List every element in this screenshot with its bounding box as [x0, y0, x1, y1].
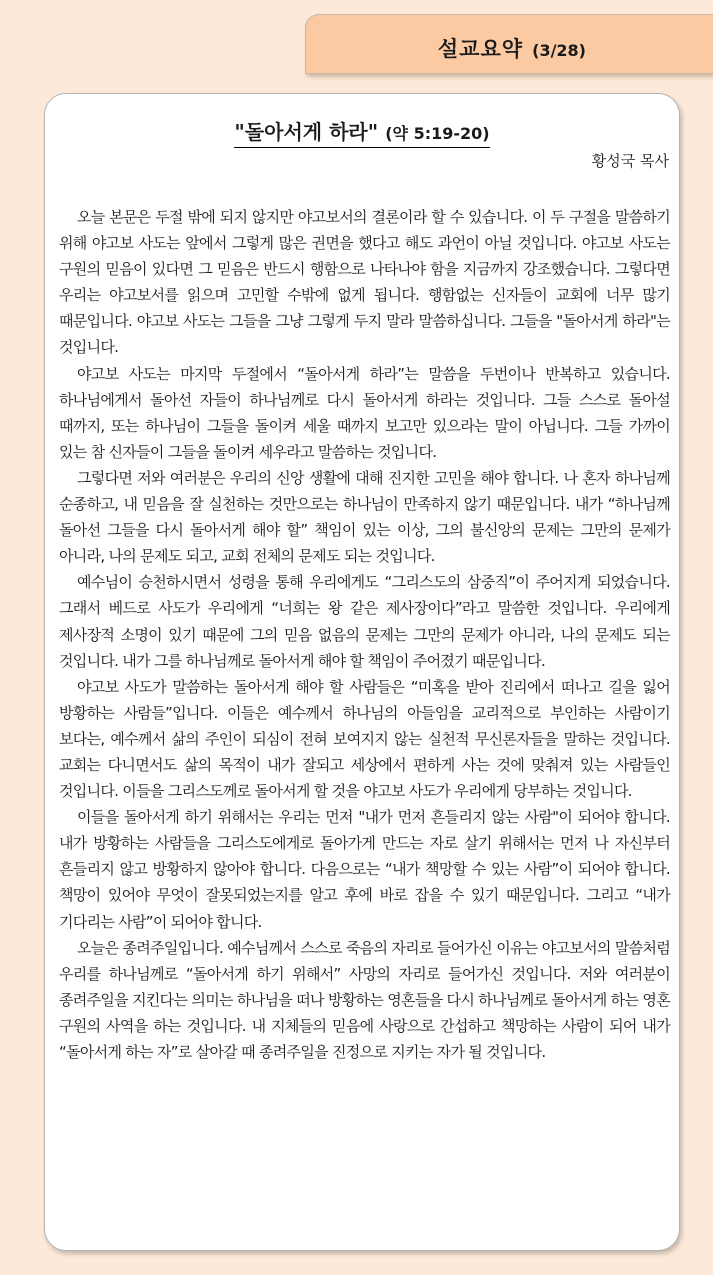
paragraph-7: 오늘은 종려주일입니다. 예수님께서 스스로 죽음의 자리로 들어가신 이유는 야고보서의 말씀처럼 우리를 하나님께로 “돌아서게 하기 위해서” 사망의 자리로 들어가신 것입니다. 저와 여러분이 종려주일을 지킨다는 의미는 하나님을 떠나 방황하는 영혼들을 다시 하나님께로 돌아서게 하는 영혼 구원의 사역을 하는 것입니다. 내 지체들의 믿음에 사랑으로 간섭하고 책망하는 사람이 되어 내가 “돌아서게 하는 자”로 살아갈 때 종려주일을 진정으로 지키는 자가 될 것입니다. — [59, 938, 670, 1061]
paragraph-1: 오늘 본문은 두절 밖에 되지 않지만 야고보서의 결론이라 할 수 있습니다. 이 두 구절을 말씀하기 위해 야고보 사도는 앞에서 그렇게 많은 권면을 했다고 해도 과언이 아닐 것입니다. 야고보 사도는 구원의 믿음이 있다면 그 믿음은 반드시 행함으로 나타나야 함을 지금까지 강조했습니다. 그렇다면 우리는 야고보서를 읽으며 고민할 수밖에 없게 됩니다. 행함없는 신자들이 교회에 너무 많기 때문입니다. 야고보 사도는 그들을 그냥 그렇게 두지 말라 말씀하십니다. 그들을 "돌아서게 하라"는 것입니다. — [59, 208, 670, 357]
sermon-body — [59, 204, 670, 1065]
sermon-date: (3/28) — [532, 41, 586, 60]
preacher-name: 황성국 목사 — [591, 152, 669, 170]
paragraph-5: 야고보 사도가 말씀하는 돌아서게 해야 할 사람들은 “미혹을 받아 진리에서 떠나고 길을 잃어 방황하는 사람들”입니다. 이들은 예수께서 하나님의 아들임을 교리적으로 부인하는 사람이기 보다는, 예수께서 삶의 주인이 되심이 전혀 보여지지 않는 실천적 무신론자들을 말하는 것입니다. 교회는 다니면서도 삶의 목적이 내가 잘되고 세상에서 편하게 사는 것에 맞춰져 있는 사람들인 것입니다. 이들을 그리스도께로 돌아서게 할 것을 야고보 사도가 우리에게 당부하는 것입니다. — [59, 677, 670, 801]
sermon-card — [44, 93, 680, 1251]
paragraph-2: 야고보 사도는 마지막 두절에서 “돌아서게 하라”는 말씀을 두번이나 반복하고 있습니다. 하나님에게서 돌아선 자들이 하나님께로 다시 돌아서게 하라는 것입니다. 그들 스스로 돌아설 때까지, 또는 하나님이 그들을 돌이켜 세울 때까지 보고만 있으라는 말이 아닙니다. 그들 가까이 있는 참 신자들이 그들을 돌이켜 세우라고 말씀하는 것입니다. — [59, 364, 670, 461]
scripture-reference: (약 5:19-20) — [385, 124, 490, 143]
sermon-title — [234, 116, 489, 148]
section-title: 설교요약 — [437, 37, 524, 61]
paragraph-3: 그렇다면 저와 여러분은 우리의 신앙 생활에 대해 진지한 고민을 해야 합니다. 나 혼자 하나님께 순종하고, 내 믿음을 잘 실천하는 것만으로는 하나님이 만족하지 않기 때문입니다. 내가 “하나님께 돌아선 그들을 다시 돌아서게 해야 할” 책임이 있는 이상, 그의 불신앙의 문제는 그만의 문제가 아니라, 나의 문제도 되고, 교회 전체의 문제도 되는 것입니다. — [59, 468, 670, 566]
header-heading — [438, 33, 586, 63]
sermon-title-wrap — [45, 116, 679, 148]
sermon-title-text: "돌아서게 하라" — [234, 120, 379, 144]
paragraph-4: 예수님이 승천하시면서 성령을 통해 우리에게도 “그리스도의 삼중직”이 주어지게 되었습니다. 그래서 베드로 사도가 우리에게 “너희는 왕 같은 제사장이다”라고 말씀한 것입니다. 우리에게 제사장적 소명이 있기 때문에 그의 믿음 없음의 문제는 그만의 문제가 아니라, 나의 문제도 되는 것입니다. 내가 그를 하나님께로 돌아서게 해야 할 책임이 주어졌기 때문입니다. — [59, 573, 670, 670]
paragraph-6: 이들을 돌아서게 하기 위해서는 우리는 먼저 "내가 먼저 흔들리지 않는 사람"이 되어야 합니다. 내가 방황하는 사람들을 그리스도에게로 돌아가게 만드는 자로 살기 위해서는 먼저 나 자신부터 흔들리지 않고 방황하지 않아야 합니다. 다음으로는 “내가 책망할 수 있는 사람”이 되어야 합니다. 책망이 있어야 무엇이 잘못되었는지를 알고 후에 바로 잡을 수 있기 때문입니다. 그리고 “내가 기다리는 사람”이 되어야 합니다. — [59, 808, 670, 931]
header-tab — [305, 14, 713, 74]
